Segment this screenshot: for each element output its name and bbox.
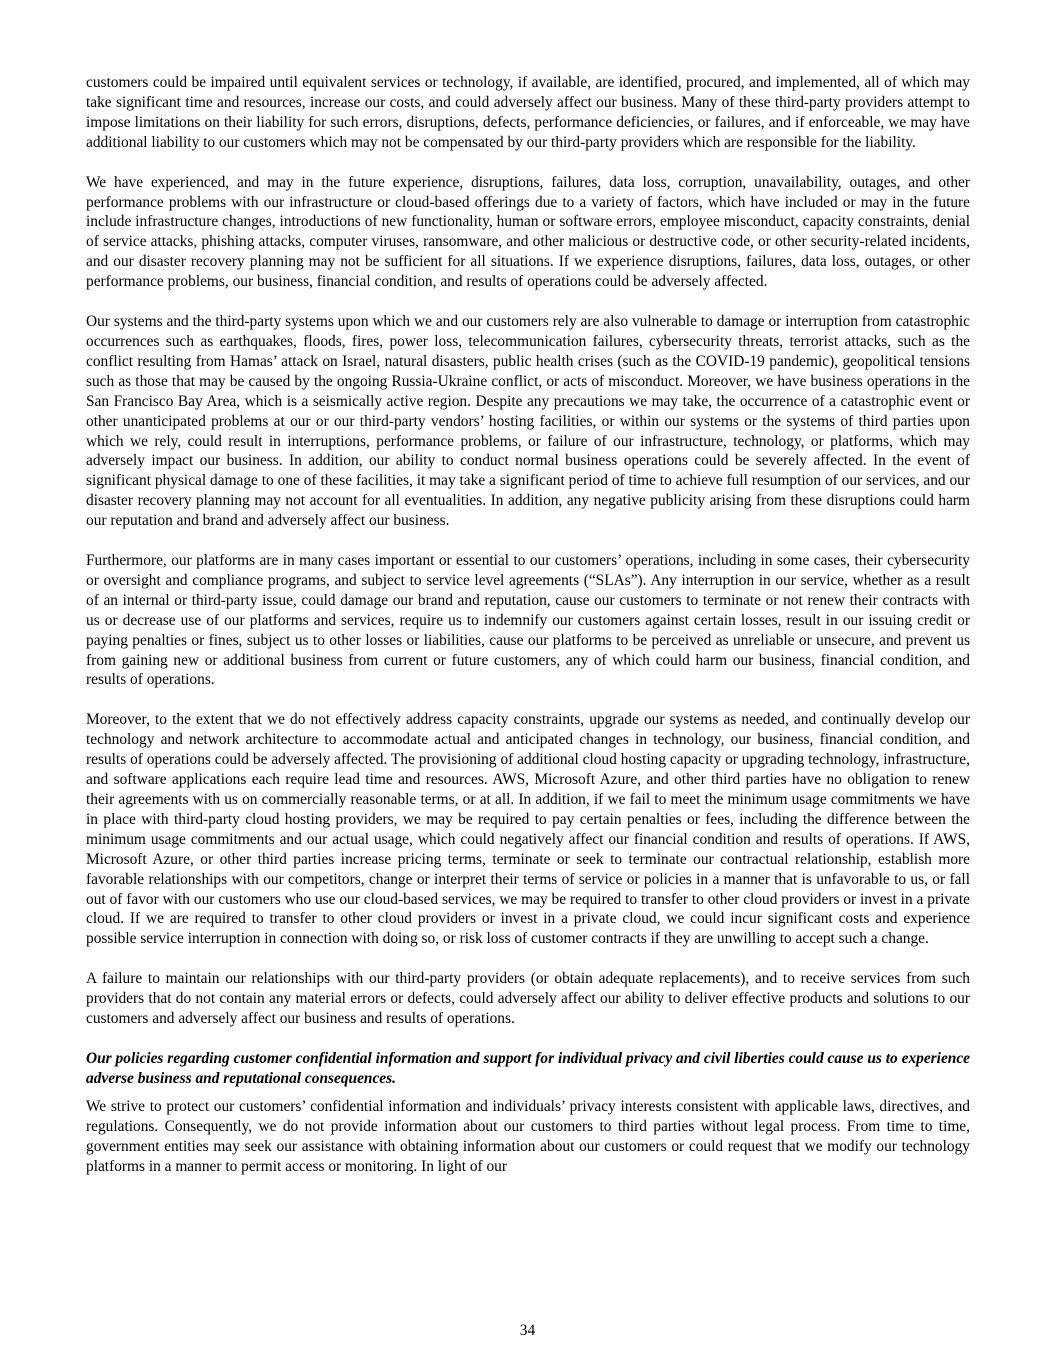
paragraph-confidential-information: We strive to protect our customers’ confidential information and individuals’ privacy interests consistent with applicable laws, directives, and regulations. Consequently, we do not provide information about our customers to third parties without legal process. From time to time, government entities may seek our assistance with obtaining information about our customers or could request that we modify our technology platforms in a manner to permit access or monitoring. In light of our: [86, 1097, 970, 1175]
paragraph-service-interruption: Furthermore, our platforms are in many cases important or essential to our customers’ operations, including in some cases, their cybersecurity or oversight and compliance programs, and subject to service level agreements (“SLAs”). Any interruption in our service, whether as a result of an internal or third-party issue, could damage our brand and reputation, cause our customers to terminate or not renew their contracts with us or decrease use of our platforms and services, require us to indemnify our customers against certain losses, result in our issuing credit or paying penalties or fines, subject us to other losses or liabilities, cause our platforms to be perceived as unreliable or unsecure, and prevent us from gaining new or additional business from current or future customers, any of which could harm our business, financial condition, and results of operations.: [86, 552, 970, 689]
page-number: 34: [519, 1322, 536, 1339]
paragraph-catastrophic-occurrences: Our systems and the third-party systems upon which we and our customers rely are also vulnerable to damage or interruption from catastrophic occurrences such as earthquakes, floods, fires, power loss, telecommunication failures, cybersecurity threats, terrorist attacks, such as the conflict resulting from Hamas’ attack on Israel, natural disasters, public health crises (such as the COVID-19 pandemic), geopolitical tensions such as those that may be caused by the ongoing Russia-Ukraine conflict, or acts of misconduct. Moreover, we have business operations in the San Francisco Bay Area, which is a seismically active region. Despite any precautions we may take, the occurrence of a catastrophic event or other unanticipated problems at our or our third-party vendors’ hosting facilities, or within our systems or the systems of third parties upon which we rely, could result in interruptions, performance problems, or failure of our infrastructure, technology, or platforms, which may adversely impact our business. In addition, our ability to conduct normal business operations could be severely affected. In the event of significant physical damage to one of these facilities, it may take a significant period of time to achieve full resumption of our services, and our disaster recovery planning may not account for all eventualities. In addition, any negative publicity arising from these disruptions could harm our reputation and brand and adversely affect our business.: [86, 313, 970, 530]
paragraph-capacity-constraints: Moreover, to the extent that we do not effectively address capacity constraints, upgrade our systems as needed, and continually develop our technology and network architecture to accommodate actual and anticipated changes in technology, our business, financial condition, and results of operations could be adversely affected. The provisioning of additional cloud hosting capacity or upgrading technology, infrastructure, and software applications each require lead time and resources. AWS, Microsoft Azure, and other third parties have no obligation to renew their agreements with us on commercially reasonable terms, or at all. In addition, if we fail to meet the minimum usage commitments we have in place with third-party cloud hosting providers, we may be required to pay certain penalties or fees, including the difference between the minimum usage commitments and our actual usage, which could negatively affect our financial condition and results of operations. If AWS, Microsoft Azure, or other third parties increase pricing terms, terminate or seek to terminate our contractual relationship, establish more favorable relationships with our competitors, change or interpret their terms of service or policies in a manner that is unfavorable to us, or fall out of favor with our customers who use our cloud-based services, we may be required to transfer to other cloud providers or invest in a private cloud. If we are required to transfer to other cloud providers or invest in a private cloud, we could incur significant costs and experience possible service interruption in connection with doing so, or risk loss of customer contracts if they are unwilling to accept such a change.: [86, 711, 970, 948]
document-body: [86, 73, 970, 1176]
paragraph-third-party-liability: customers could be impaired until equivalent services or technology, if available, are identified, procured, and implemented, all of which may take significant time and resources, increase our costs, and could adversely affect our business. Many of these third-party providers attempt to impose limitations on their liability for such errors, disruptions, defects, performance deficiencies, or failures, and if enforceable, we may have additional liability to our customers which may not be compensated by our third-party providers which are responsible for the liability.: [86, 74, 970, 151]
section-heading-privacy-policies: Our policies regarding customer confidential information and support for individual privacy and civil liberties could cause us to experience adverse business and reputational consequences.: [86, 1049, 970, 1087]
paragraph-performance-problems: We have experienced, and may in the future experience, disruptions, failures, data loss, corruption, unavailability, outages, and other performance problems with our infrastructure or cloud-based offerings due to a variety of factors, which have included or may in the future include infrastructure changes, introductions of new functionality, human or software errors, employee misconduct, capacity constraints, denial of service attacks, phishing attacks, computer viruses, ransomware, and other malicious or destructive code, or other security-related incidents, and our disaster recovery planning may not be sufficient for all situations. If we experience disruptions, failures, data loss, outages, or other performance problems, our business, financial condition, and results of operations could be adversely affected.: [86, 173, 970, 291]
paragraph-provider-relationships: A failure to maintain our relationships with our third-party providers (or obtain adequate replacements), and to receive services from such providers that do not contain any material errors or defects, could adversely affect our ability to deliver effective products and solutions to our customers and adversely affect our business and results of operations.: [86, 970, 970, 1028]
